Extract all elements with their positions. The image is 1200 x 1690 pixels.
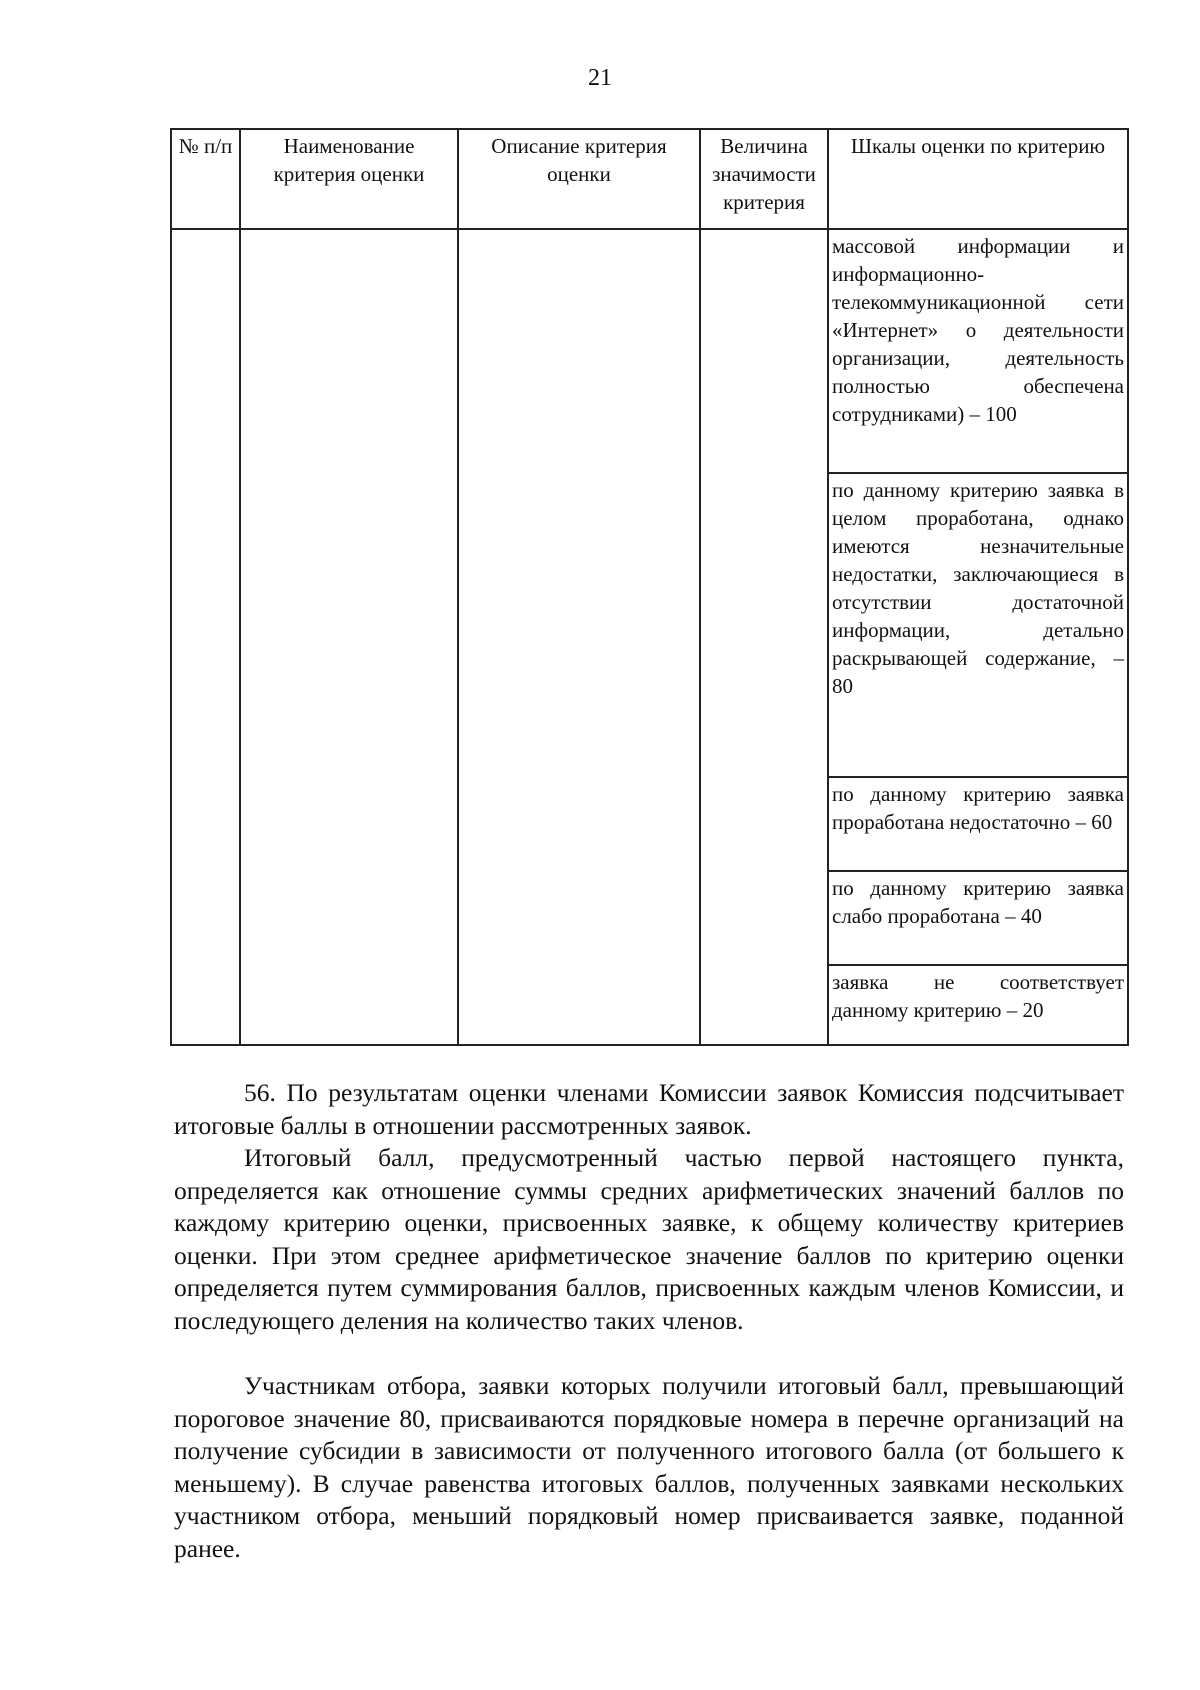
paragraph: Итоговый балл, предусмотренный частью первой настоящего пункта, определяется как отношение суммы средних арифметических значений баллов по каждому критерию оценки, присвоенных заявке, к общему количеству критериев оценки. При этом среднее арифметическое значение баллов по критерию оценки определяется путем суммирования баллов, присвоенных каждым членов Комиссии, и последующего деления на количество таких членов.	[174, 1143, 1124, 1335]
scale-item: заявка не соответствует данному критерию – 20	[832, 970, 1124, 1022]
scale-item: по данному критерию заявка слабо проработана – 40	[829, 872, 1127, 966]
paragraph: Участникам отбора, заявки которых получили итоговый балл, превышающий пороговое значение 80, присваиваются порядковые номера в перечне организаций на получение субсидии в зависимости от полученного итогового балла (от большего к меньшему). В случае равенства итоговых баллов, полученных заявками нескольких участником отбора, меньший порядковый номер присваивается заявке, поданной ранее.	[174, 1371, 1124, 1563]
cell-number	[171, 229, 240, 1045]
header-significance: Величина значимости критерия	[700, 129, 828, 229]
scale-item: по данному критерию заявка в целом проработана, однако имеются незначительные недостатки, заключающиеся в отсутствии достаточной информации, детально раскрывающей содержание, – 80	[829, 474, 1127, 778]
table-header-row	[171, 129, 1128, 229]
header-criterion-name: Наименование критерия оценки	[240, 129, 458, 229]
scale-item: массовой информации и информационно-телекоммуникационной сети «Интернет» о деятельности организации, деятельность полностью обеспечена сотрудниками) – 100	[829, 230, 1127, 474]
header-criterion-description: Описание критерия оценки	[458, 129, 700, 229]
scale-item: по данному критерию заявка проработана недостаточно – 60	[829, 778, 1127, 872]
cell-criterion-description	[458, 229, 700, 1045]
cell-criterion-name	[240, 229, 458, 1045]
page-number: 21	[588, 65, 612, 91]
cell-significance	[700, 229, 828, 1045]
criteria-table	[170, 128, 1129, 1046]
cell-scales	[828, 229, 1128, 1045]
paragraph: 56. По результатам оценки членами Комиссии заявок Комиссия подсчитывает итоговые баллы в отношении рассмотренных заявок.	[174, 1078, 1124, 1140]
table-row	[171, 229, 1128, 1045]
header-number: № п/п	[171, 129, 240, 229]
header-scales: Шкалы оценки по критерию	[828, 129, 1128, 229]
